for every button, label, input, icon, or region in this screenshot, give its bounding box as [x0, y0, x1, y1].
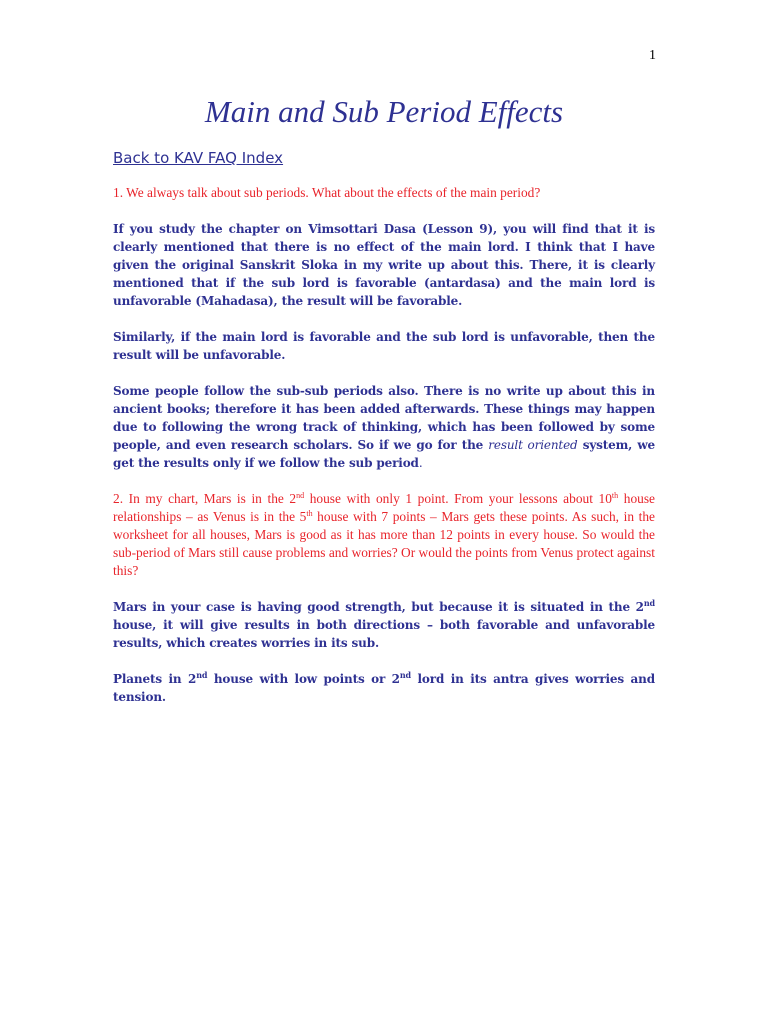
answer-2-paragraph-2: [113, 670, 655, 706]
question-1: 1. We always talk about sub periods. What about the effects of the main period?: [113, 185, 541, 200]
document-body: [113, 184, 655, 706]
answer-1-paragraph-3-end: .: [418, 456, 423, 470]
page-title: Main and Sub Period Effects: [204, 94, 564, 129]
ordinal-suffix: nd: [399, 670, 411, 680]
answer-2-paragraph-1: [113, 598, 655, 652]
answer-1-paragraph-2: Similarly, if the main lord is favorable and the sub lord is unfavorable, then the result will be unfavorable.: [113, 330, 655, 362]
question-2-text-c: house relationships – as Venus is in the 5: [113, 491, 655, 524]
question-2-text-b: house with only 1 point. From your lessons about 10: [304, 491, 612, 506]
page-number: 1: [649, 48, 656, 63]
question-2-text-d: house with 7 points – Mars gets these points. As such, in the worksheet for all houses, Mars is good as it has more than 12 points in every house. So would the sub-period of Mars still cause problems and worries? Or would the points from Venus protect against this?: [113, 509, 655, 578]
answer-1-paragraph-3: [113, 382, 655, 472]
question-2-text-a: 2. In my chart, Mars is in the 2: [113, 491, 297, 506]
question-2: [113, 490, 655, 580]
ordinal-suffix: th: [611, 491, 619, 500]
answer-1-paragraph-3-text-a: Some people follow the sub-sub periods also. There is no write up about this in ancient books; therefore it has been added afterwards. These things may happen due to following the wrong track of thinking, which has been followed by some people, and even research scholars. So if we go for the: [113, 384, 655, 452]
answer-1-paragraph-1: If you study the chapter on Vimsottari Dasa (Lesson 9), you will find that it is clearly mentioned that there is no effect of the main lord. I think that I have given the original Sanskrit Sloka in my write up about this. There, it is clearly mentioned that if the sub lord is favorable (antardasa) and the main lord is unfavorable (Mahadasa), the result will be favorable.: [113, 222, 655, 308]
ordinal-suffix: nd: [196, 670, 208, 680]
answer-2-paragraph-2-text-b: house with low points or 2: [207, 672, 400, 686]
back-to-faq-index-link[interactable]: Back to KAV FAQ Index: [113, 149, 284, 167]
ordinal-suffix: th: [306, 509, 313, 518]
ordinal-suffix: nd: [296, 491, 305, 500]
answer-2-paragraph-2-text-c: lord in its antra gives worries and tension.: [113, 672, 655, 704]
answer-2-paragraph-2-text-a: Planets in 2: [113, 672, 197, 686]
answer-2-paragraph-1-text-b: house, it will give results in both directions – both favorable and unfavorable results, which creates worries in its sub.: [113, 618, 655, 650]
answer-2-paragraph-1-text-a: Mars in your case is having good strength, but because it is situated in the 2: [113, 600, 644, 614]
answer-1-paragraph-3-text-b: system, we get the results only if we follow the sub period: [113, 438, 656, 470]
emphasized-phrase: result oriented: [488, 438, 578, 452]
ordinal-suffix: nd: [643, 598, 655, 608]
